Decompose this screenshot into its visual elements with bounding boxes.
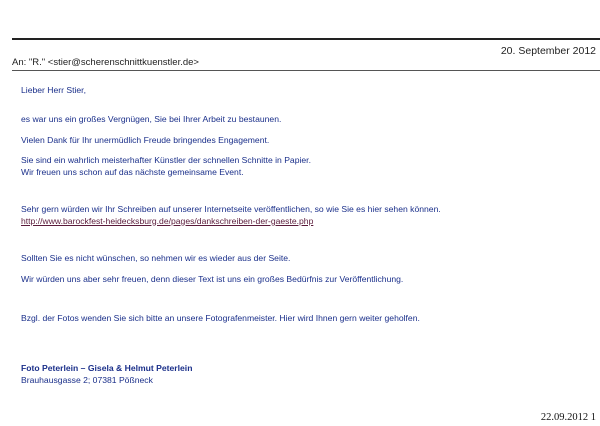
to-address: "R." <stier@scherenschnittkuenstler.de> bbox=[28, 57, 199, 68]
footer-date: 22.09.2012 1 bbox=[540, 412, 596, 423]
header-rule bbox=[12, 70, 600, 71]
paragraph-3-line-1: Sie sind ein wahrlich meisterhafter Künstler der schnellen Schnitte in Papier. bbox=[21, 155, 311, 165]
to-label: An: bbox=[12, 57, 27, 68]
paragraph-7: Bzgl. der Fotos wenden Sie sich bitte an unsere Fotografenmeister. Hier wird Ihnen gern weiter geholfen. bbox=[21, 313, 420, 323]
paragraph-4-line-1: Sehr gern würden wir Ihr Schreiben auf unserer Internetseite veröffentlichen, so wie Sie es hier sehen können. bbox=[21, 204, 441, 214]
paragraph-6: Wir würden uns aber sehr freuen, denn dieser Text ist uns ein großes Bedürfnis zur Veröffentlichung. bbox=[21, 274, 404, 284]
paragraph-1: es war uns ein großes Vergnügen, Sie bei Ihrer Arbeit zu bestaunen. bbox=[21, 114, 282, 124]
signature-name: Foto Peterlein – Gisela & Helmut Peterlein bbox=[21, 363, 193, 373]
paragraph-3-line-2: Wir freuen uns schon auf das nächste gemeinsame Event. bbox=[21, 166, 244, 177]
header-date: 20. September 2012 bbox=[500, 45, 596, 57]
recipient-line bbox=[12, 57, 199, 68]
top-rule bbox=[12, 38, 600, 40]
paragraph-5: Sollten Sie es nicht wünschen, so nehmen wir es wieder aus der Seite. bbox=[21, 253, 291, 263]
guest-letters-link[interactable]: http://www.barockfest-heidecksburg.de/pages/dankschreiben-der-gaeste.php bbox=[21, 215, 314, 226]
paragraph-2: Vielen Dank für Ihr unermüdlich Freude bringendes Engagement. bbox=[21, 135, 270, 145]
salutation: Lieber Herr Stier, bbox=[21, 85, 86, 95]
signature bbox=[21, 363, 192, 386]
paragraph-3 bbox=[21, 155, 311, 178]
paragraph-4 bbox=[21, 204, 441, 227]
signature-address: Brauhausgasse 2; 07381 Pößneck bbox=[21, 374, 153, 385]
